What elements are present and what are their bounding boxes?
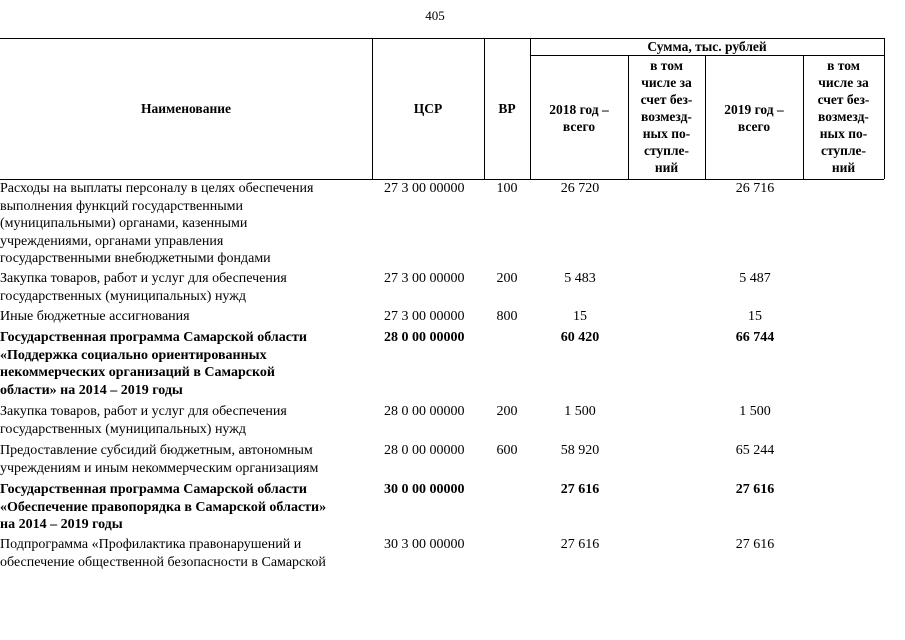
row-vr: 600 [496,443,518,458]
header-2019-grants: в том числе за счет без- возмезд- ных по- ступле- ний [817,58,870,175]
row-2018-total: 26 720 [560,181,600,196]
row-csr: 28 0 00 00000 [384,443,465,458]
row-2018-total: 1 500 [564,404,596,419]
row-name: Расходы на выплаты персоналу в целях обеспечения выполнения функций государственными (муниципальными) органами, казенными учреждениями, органами управления государственными внебюджетными фондами [0,181,314,266]
header-2018-grants: в том числе за счет без- возмезд- ных по- ступле- ний [640,58,693,175]
row-2018-total: 5 483 [564,271,596,286]
row-csr: 30 3 00 00000 [384,537,465,552]
row-csr: 28 0 00 00000 [384,404,465,419]
row-csr: 30 0 00 00000 [384,482,465,497]
row-2018-total: 15 [573,309,587,324]
row-2018-total: 60 420 [560,330,600,345]
row-csr: 27 3 00 00000 [384,309,465,324]
row-2018-total: 27 616 [560,482,600,497]
header-csr: ЦСР [413,101,443,116]
row-2018-total: 27 616 [560,537,600,552]
row-2019-total: 5 487 [739,271,771,286]
row-name: Государственная программа Самарской области «Обеспечение правопорядка в Самарской области» на 2014 – 2019 годы [0,482,327,532]
row-vr: 800 [496,309,518,324]
row-2019-total: 1 500 [739,404,771,419]
row-name: Предоставление субсидий бюджетным, автономным учреждениям и иным некоммерческим организациям [0,443,319,476]
row-name: Закупка товаров, работ и услуг для обеспечения государственных (муниципальных) нужд [0,404,287,437]
row-2019-total: 27 616 [735,482,775,497]
row-2018-total: 58 920 [560,443,600,458]
sum-subheader-border [530,55,884,56]
page-number: 405 [425,8,445,23]
row-2019-total: 66 744 [735,330,775,345]
header-right-border [884,38,885,179]
header-2018-total: 2018 год – всего [549,102,609,134]
row-2019-total: 26 716 [735,181,775,196]
row-2019-total: 65 244 [735,443,775,458]
row-vr: 200 [496,404,518,419]
row-2019-total: 15 [748,309,762,324]
header-name: Наименование [141,101,231,116]
row-csr: 27 3 00 00000 [384,181,465,196]
header-2019-total: 2019 год – всего [724,102,784,134]
row-name: Закупка товаров, работ и услуг для обеспечения государственных (муниципальных) нужд [0,271,287,304]
header-sum: Сумма, тыс. рублей [647,39,767,54]
row-2019-total: 27 616 [735,537,775,552]
row-vr: 200 [496,271,518,286]
row-csr: 27 3 00 00000 [384,271,465,286]
row-name: Подпрограмма «Профилактика правонарушений и обеспечение общественной безопасности в Самарской [0,537,326,570]
row-vr: 100 [496,181,518,196]
row-csr: 28 0 00 00000 [384,330,465,345]
row-name: Иные бюджетные ассигнования [0,309,190,324]
header-vr: ВР [498,101,516,116]
row-name: Государственная программа Самарской области «Поддержка социально ориентированных некоммерческих организаций в Самарской области» на 2014 – 2019 годы [0,330,307,398]
